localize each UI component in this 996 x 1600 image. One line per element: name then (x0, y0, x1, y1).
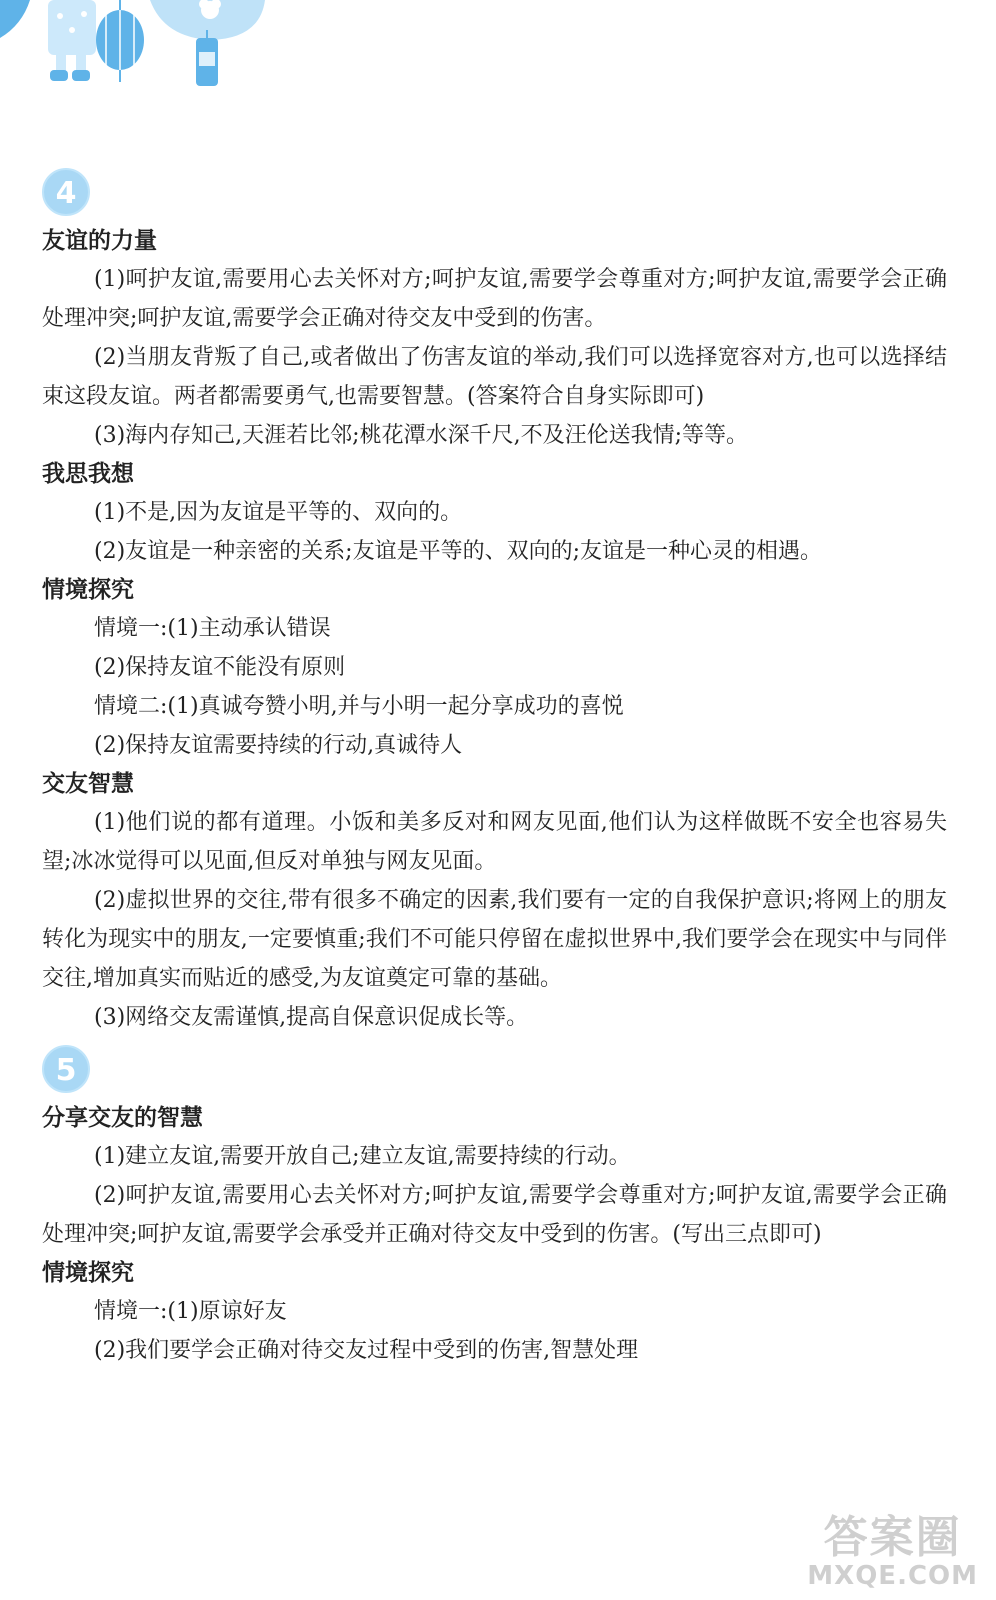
answer-paragraph: (2)友谊是一种亲密的关系;友谊是平等的、双向的;友谊是一种心灵的相遇。 (94, 539, 822, 564)
section-5 (42, 1045, 947, 1370)
header-decoration-illustration (0, 0, 300, 100)
answer-paragraph: (2)当朋友背叛了自己,或者做出了伤害友谊的举动,我们可以选择宽容对方,也可以选择结束这段友谊。两者都需要勇气,也需要智慧。(答案符合自身实际即可) (42, 345, 947, 409)
answer-paragraph: 情境二:(1)真诚夸赞小明,并与小明一起分享成功的喜悦 (94, 694, 624, 719)
answer-paragraph: (2)呵护友谊,需要用心去关怀对方;呵护友谊,需要学会尊重对方;呵护友谊,需要学会正确处理冲突;呵护友谊,需要学会承受并正确对待交友中受到的伤害。(写出三点即可) (42, 1183, 947, 1247)
answer-paragraph: (3)海内存知己,天涯若比邻;桃花潭水深千尺,不及汪伦送我情;等等。 (94, 423, 748, 448)
answer-paragraph: 情境一:(1)主动承认错误 (94, 616, 331, 641)
block-heading: 情境探究 (42, 577, 134, 603)
answer-paragraph: 情境一:(1)原谅好友 (94, 1299, 287, 1324)
block-heading: 交友智慧 (42, 771, 134, 797)
section-4 (42, 168, 947, 1037)
section-number-badge: 5 (42, 1045, 90, 1093)
site-watermark (807, 1514, 978, 1590)
block-heading: 分享交友的智慧 (42, 1105, 203, 1131)
block-heading: 我思我想 (42, 461, 134, 487)
watermark-url: MXQE.COM (807, 1561, 978, 1591)
answer-paragraph: (1)他们说的都有道理。小饭和美多反对和网友见面,他们认为这样做既不安全也容易失望;冰冰觉得可以见面,但反对单独与网友见面。 (42, 810, 947, 874)
block-heading: 情境探究 (42, 1260, 134, 1286)
answer-paragraph: (2)保持友谊不能没有原则 (94, 655, 346, 680)
section-number-badge: 4 (42, 168, 90, 216)
answer-paragraph: (2)我们要学会正确对待交友过程中受到的伤害,智慧处理 (94, 1338, 639, 1363)
block-heading: 友谊的力量 (42, 228, 157, 254)
answer-content (42, 168, 947, 1378)
answer-paragraph: (1)不是,因为友谊是平等的、双向的。 (94, 500, 463, 525)
answer-paragraph: (1)呵护友谊,需要用心去关怀对方;呵护友谊,需要学会尊重对方;呵护友谊,需要学会正确处理冲突;呵护友谊,需要学会正确对待交友中受到的伤害。 (42, 267, 947, 331)
answer-paragraph: (2)保持友谊需要持续的行动,真诚待人 (94, 733, 463, 758)
answer-paragraph: (2)虚拟世界的交往,带有很多不确定的因素,我们要有一定的自我保护意识;将网上的朋友转化为现实中的朋友,一定要慎重;我们不可能只停留在虚拟世界中,我们要学会在现实中与同伴交往,增加真实而贴近的感受,为友谊奠定可靠的基础。 (42, 888, 947, 991)
answer-paragraph: (3)网络交友需谨慎,提高自保意识促成长等。 (94, 1005, 529, 1030)
watermark-logo-text: 答案圈 (823, 1512, 962, 1563)
answer-paragraph: (1)建立友谊,需要开放自己;建立友谊,需要持续的行动。 (94, 1144, 631, 1169)
